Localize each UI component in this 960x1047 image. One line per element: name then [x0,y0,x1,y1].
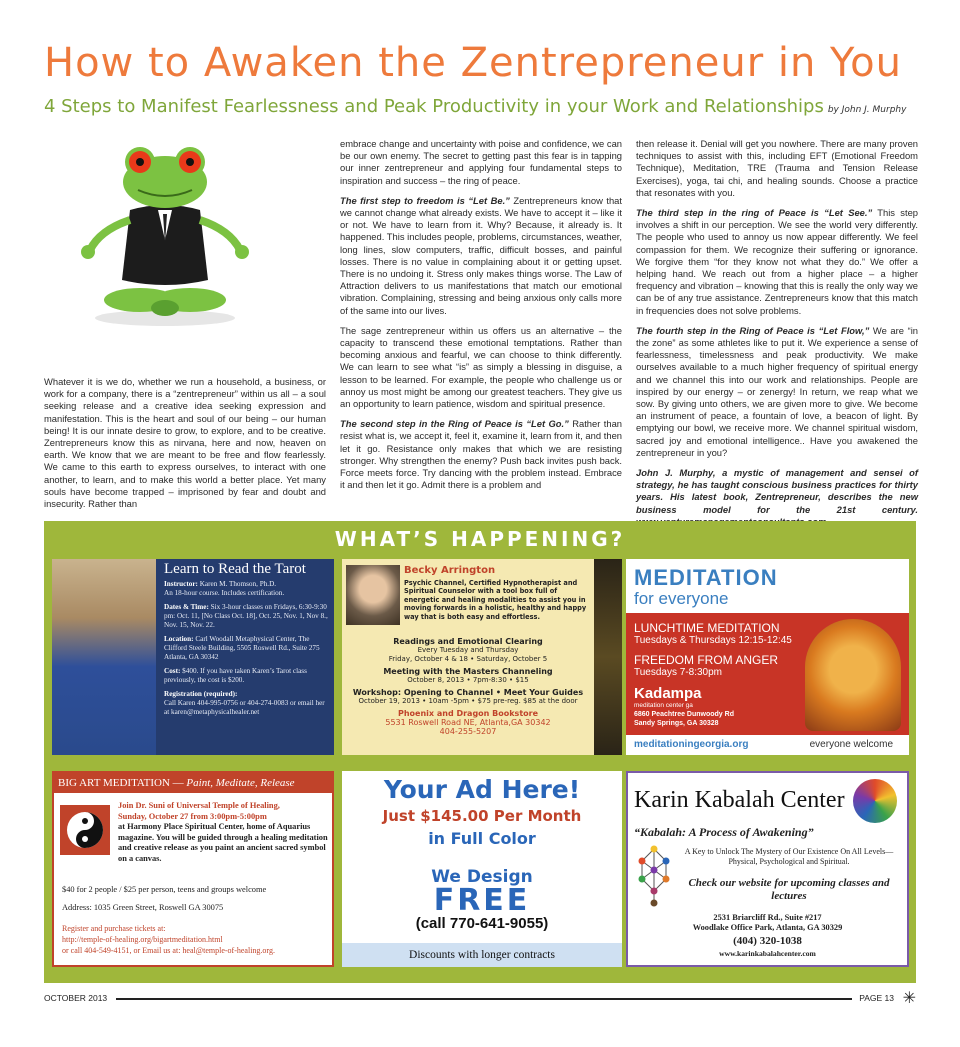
bigart-address: Address: 1035 Green Street, Roswell GA 30075 [62,903,224,912]
ad-becky-arrington[interactable] [342,559,622,755]
lunchtime-title: LUNCHTIME MEDITATION [634,621,780,635]
article-subtitle [44,96,924,117]
karin-description: A Key to Unlock The Mystery of Our Existence On All Levels—Physical, Psychological and Spiritual. [684,847,894,866]
tree-of-life-icon [636,845,672,907]
karin-tagline: “Kabalah: A Process of Awakening” [634,825,814,839]
store-address: 5531 Roswell Road NE, Atlanta,GA 30342 [385,718,551,727]
anger-title: FREEDOM FROM ANGER [634,653,779,667]
meditation-panel [626,613,909,735]
frog-image [80,140,250,330]
ad-big-art-meditation[interactable] [52,771,334,967]
yourad-discounts: Discounts with longer contracts [342,943,622,967]
event1-l2: Friday, October 4 & 18 • Saturday, October 5 [388,655,548,663]
becky-events [346,637,590,736]
article-column-2 [340,138,622,499]
event3-title: Workshop: Opening to Channel • Meet Your Guides [352,688,584,697]
kadampa-sub: meditation center ga [634,702,693,709]
store-phone: 404-255-5207 [439,727,497,736]
meditation-site[interactable]: meditationingeorgia.org [634,739,749,750]
yourad-free: FREE [433,883,531,918]
tarot-text [164,561,330,722]
col2-p3: The sage zentrepreneur within us offers us an alternative – the capacity to transcend these emotional temptations. Rather than becoming anxious and fearful, we can choose to think differently. We can learn to see what “is” as simply a blessing in disguise, a lesson to be learned. For example, the people who challenge us or annoy us most might be among our greatest teachers. They give us an opportunity to learn patience, wisdom and spiritual presence. [340,324,622,410]
ad-karin-kabalah[interactable] [626,771,909,967]
event1-l1: Every Tuesday and Thursday [417,646,519,654]
lunchtime-time: Tuesdays & Thursdays 12:15-12:45 [634,635,792,646]
event2-title: Meeting with the Masters Channeling [383,667,553,676]
step1-text: Zentrepreneurs know that we cannot change what already exists. We have to accept it – like it or not. We have to learn from it. Why? Because, it already is. It happened. This includes people, problems, circumstances, weather, long lines, slow computers, traffic, difficult bosses, and painful losses. There is no value in complaining about it or getting upset. There is no undoing it. Stress only makes things worse. The Law of Attraction delivers to us manifestations that match our emotional vibration. Complaining, stressing and being anxious only calls more of the same into our lives. [340,194,622,316]
subtitle-text: 4 Steps to Manifest Fearlessness and Peak Productivity in your Work and Relationships [44,96,824,117]
kadampa-addr2: Sandy Springs, GA 30328 [634,720,719,727]
karin-name: Karin Kabalah Center [634,787,845,813]
step1-lead: The first step to freedom is “Let Be.” [340,194,510,206]
issue-date: OCTOBER 2013 [44,993,108,1003]
bigart-register: Register and purchase tickets at: http://temple-of-healing.org/bigartmeditation.html or call 404-549-4151, or Email us at: heal@temple-of-healing.org. [62,923,330,956]
kadampa-logo: Kadampa [634,685,702,702]
ad-meditation[interactable] [626,559,909,755]
tarot-dates: Dates & Time: Six 3-hour classes on Fridays, 6:30-9:30 pm: Oct. 11, [No Class Oct. 18], Oct. 25, Nov. 1, Nov 8., Nov. 15, Nov. 22. [164,603,328,629]
instructor-photo [52,559,156,755]
becky-name: Becky Arrington [404,565,496,576]
tarot-instructor: Instructor: Karen M. Thomson, Ph.D. An 18-hour course. Includes certification. [164,580,285,597]
bigart-price: $40 for 2 people / $25 per person, teens and groups welcome [62,885,267,894]
yourad-headline: Your Ad Here! [383,775,581,804]
col2-p2 [340,195,622,317]
yourad-price: Just $145.00 Per Month [382,807,582,825]
article-title: How to Awaken the Zentrepreneur in You [44,40,902,86]
karin-check: Check our website for upcoming classes and lectures [688,877,890,902]
anger-time: Tuesdays 7-8:30pm [634,667,723,678]
event2-l1: October 8, 2013 • 7pm-8:30 • $15 [407,676,529,684]
ad-tarot[interactable] [52,559,334,755]
yourad-color: in Full Color [428,829,536,848]
step4-text: We are “in the zone” as some athletes like to put it. We experience a sense of fearlessness, timelessness and peak productivity. We make ourselves available to a much higher frequency of spiritual energy and we channel this into our work and relationships. People are inspired by our energy – or zenergy! In return, we reap what we sow. By giving unto others, we are given more to give. We become an instrument of peace, a fountain of love, a beacon of light. By emptying our bowl, we receive more. We channel spiritual wisdom, sacred joy and emotional intelligence.. Have you awakened the zentrepreneur in you? [636,324,918,458]
step4-lead: The fourth step in the Ring of Peace is “Let Flow,” [636,324,870,336]
author-bio: John J. Murphy, a mystic of management and sensei of strategy, he has taught conscious business practices for thirty years. His latest book, Zentrepreneur, describes the new business model for the 21st century. [636,467,918,515]
karin-phone: (404) 320-1038 [733,935,802,947]
col1-text: Whatever it is we do, whether we run a household, a business, or work for a company, there is a “zentrepreneur” within us all – a soul seeking release and a creative idea seeking expression and manifestation. This is the heart and soul of our being – our human being! It is our innate desire to grow, to explore, and to be creative. Zentrepreneurs know this as nirvana, here and now, heaven on earth. We know that we are meant to be free and flow fearlessly. We came to this earth to express ourselves, to interact with one another, to learn, and to make this world a better place. Yet many souls have become trapped – imprisoned by fear and doubt and insecurity. Rather than [44,376,326,510]
step3-text: This step involves a shift in our perception. We see the world very differently. The people who used to annoy us now appear differently. We feel compassion for them. We recognize their suffering or ignorance. We forgive them “for they know not what they do.” We offer a helping hand. We reach out from a higher place – a higher frequency and vibration – knowing that this is really the only way we can be of any true assistance. Zentrepreneurs know that this match in frequencies does not solve problems. [636,207,918,316]
page-number: PAGE 13 [859,993,894,1003]
buddha-image [805,619,901,731]
col3-p3 [636,325,918,459]
event1-title: Readings and Emotional Clearing [393,637,543,646]
step2-text: Rather than resist what is, we accept it, feel it, examine it, learn from it, and then let it go. Resistance only makes that which we are resisting stronger. Why strengthen the enemy? Push back invites push back. Force meets force. Try dancing with the problem instead. Embrace it and then let it go. Admit there is a problem and [340,418,622,491]
whats-happening-section [44,521,916,983]
bigart-bar: BIG ART MEDITATION — Paint, Meditate, Release [54,773,334,793]
becky-desc: Psychic Channel, Certified Hypnotherapist and Spiritual Counselor with a tool box full of energetic and healing modalities to assist you in moving forwards in a holistic, healthy and happy way that is both easy and effortless. [404,579,587,621]
article-column-3 [636,138,918,536]
bigart-description: Join Dr. Suni of Universal Temple of Healing, Sunday, October 27 from 3:00pm-5:00pm at Harmony Place Spiritual Center, home of Aquarius magazine. You will be guided through a healing meditation and creative release as you paint an ancient sacred symbol on a canvas. [118,801,328,863]
col3-p2 [636,207,918,317]
kabalah-star-icon [853,779,897,823]
step2-lead: The second step in the Ring of Peace is “Let Go.” [340,418,569,430]
store-name: Phoenix and Dragon Bookstore [397,709,539,718]
event3-l1: October 19, 2013 • 10am -5pm • $75 pre-reg. $85 at the door [358,697,578,705]
col3-p1: then release it. Denial will get you nowhere. There are many proven techniques to assist with this, including EFT (Emotional Freedom Technique), Meditation, TRE (Trauma and Tension Release Exercises), yoga, tai chi, and healing sounds. Choose a practice that resonates with you. [636,138,918,198]
meditation-subheading: for everyone [634,589,729,608]
col2-p4 [340,418,622,491]
bigart-link[interactable]: http://temple-of-healing.org/bigartmeditation.html [62,935,223,944]
article-column-1 [44,376,326,518]
col2-p1: embrace change and uncertainty with poise and confidence, we can be our own enemy. The secret to getting past this fear is in tapping our inner zentrepreneur and applying four fundamental steps to inspiration and success – the ring of peace. [340,138,622,186]
tarot-cost: Cost: $400. If you have taken Karen’s Tarot class previously, the cost is $200. [164,667,307,684]
everyone-welcome: everyone welcome [809,739,893,750]
step3-lead: The third step in the ring of Peace is “Let See.” [636,207,873,219]
page-footer [44,990,916,1006]
tarot-location: Location: Carl Woodall Metaphysical Center, The Clifford Steele Building, 5505 Roswell Rd., Suite 275 Atlanta, GA 30342 [164,635,320,661]
yourad-phone: (call 770-641-9055) [415,915,549,932]
footer-rule [116,998,852,1000]
tarot-registration: Registration (required): Call Karen 404-995-0756 or 404-274-0083 or email her at karen@metaphysicalhealer.net [164,690,325,716]
meditation-heading: MEDITATION [634,565,778,590]
ad-your-ad-here[interactable] [342,771,622,967]
becky-photo [346,565,400,625]
decorative-strip [594,559,622,755]
yin-yang-icon [60,805,110,855]
kadampa-addr1: 6860 Peachtree Dunwoody Rd [634,711,734,718]
karin-website[interactable]: www.karinkabalahcenter.com [719,949,816,958]
yourad-design: We Design [431,867,533,887]
byline: by John J. Murphy [827,105,907,115]
meditation-footer [626,735,909,755]
section-title: WHAT’S HAPPENING? [334,527,626,551]
star-icon: ✳ [902,990,916,1007]
karin-address: 2531 Briarcliff Rd., Suite #217 Woodlake Office Park, Atlanta, GA 30329 [692,913,843,932]
tarot-heading: Learn to Read the Tarot [164,561,306,577]
